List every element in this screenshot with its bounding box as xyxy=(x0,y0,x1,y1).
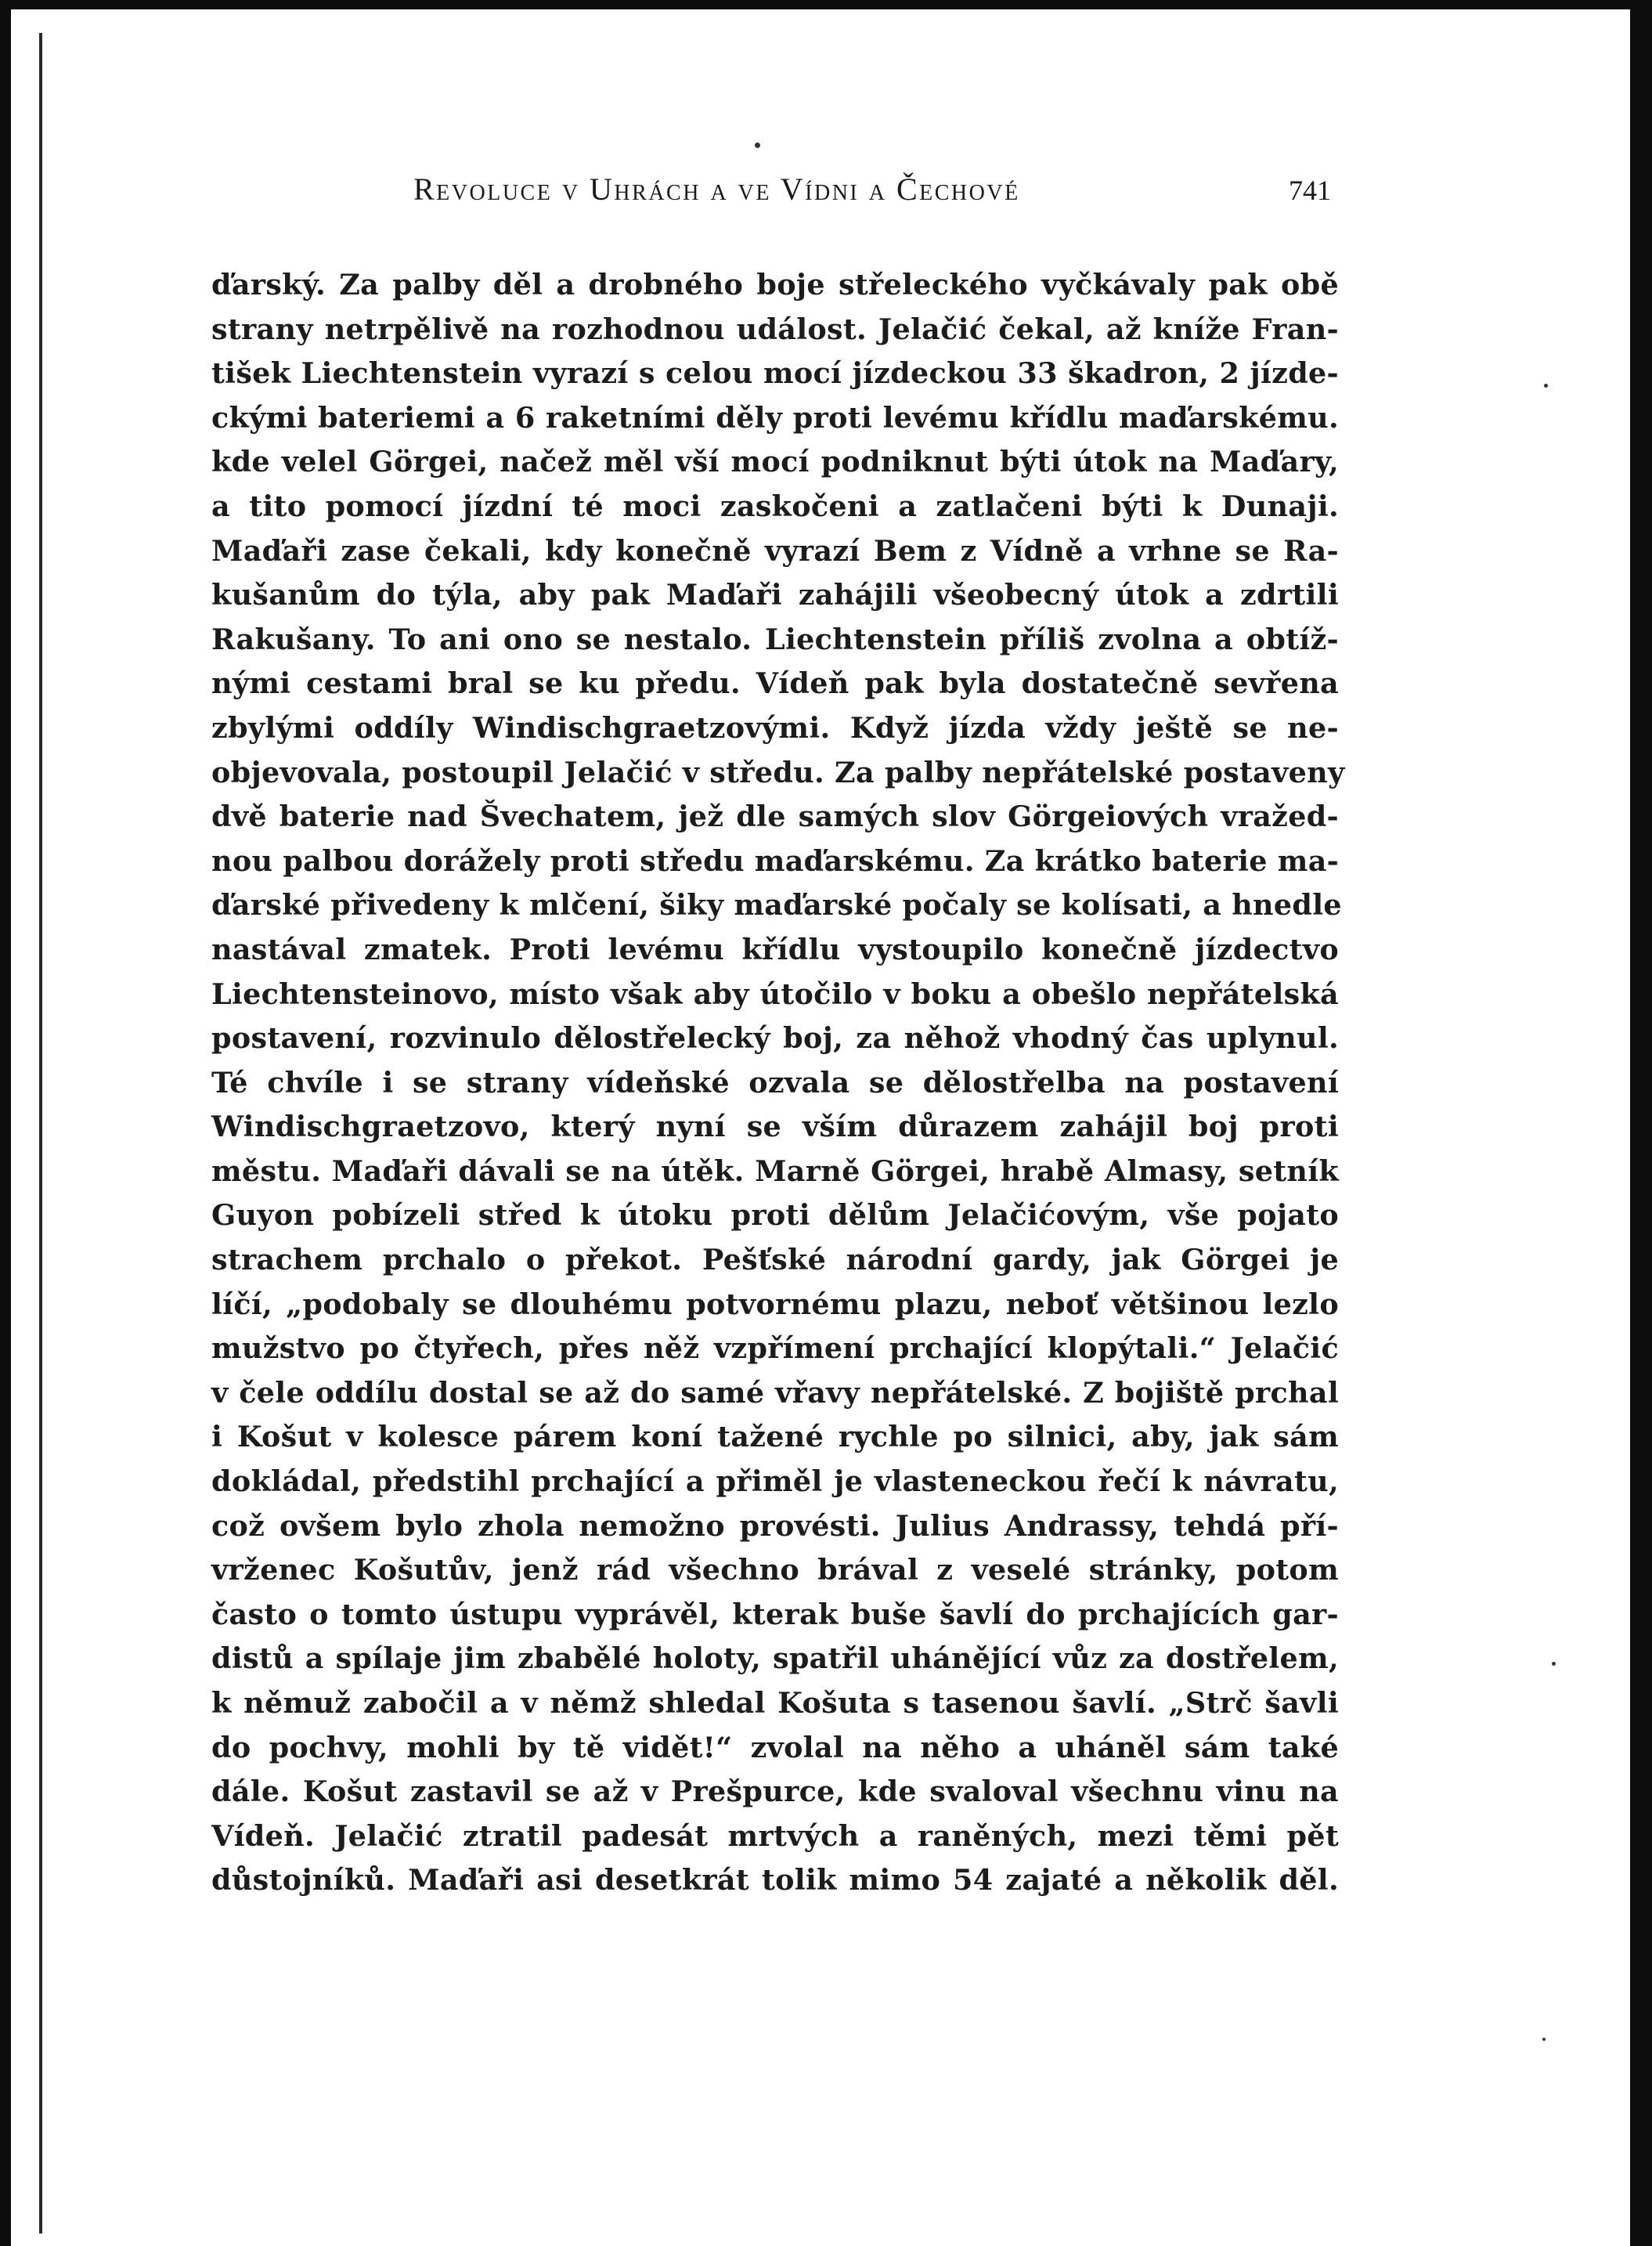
text-line: dále. Košut zastavil se až v Prešpurce, kde svaloval všechnu vinu na xyxy=(211,1775,1339,1809)
body-text xyxy=(211,263,1345,1903)
text-line: Rakušany. To ani ono se nestalo. Liechtenstein příliš zvolna a obtíž- xyxy=(211,622,1339,656)
text-line: nou palbou dorážely proti středu maďarskému. Za krátko baterie ma- xyxy=(211,843,1340,878)
text-line: Maďaři zase čekali, kdy konečně vyrazí Bem z Vídně a vrhne se Ra- xyxy=(211,533,1339,568)
text-line: distů a spílaje jim zbabělé holoty, spatřil uhánějící vůz za dostřelem, xyxy=(211,1641,1339,1676)
text-line: zbylými oddíly Windischgraetzovými. Když jízda vždy ještě se ne- xyxy=(211,710,1339,745)
text-line: důstojníků. Maďaři asi desetkrát tolik mimo 54 zajaté a několik děl. xyxy=(211,1863,1339,1898)
text-line: vrženec Košutův, jenž rád všechno brával z veselé stránky, potom xyxy=(211,1553,1339,1587)
page-number: 741 xyxy=(1289,175,1331,206)
text-line: strachem prchalo o překot. Pešťské národní gardy, jak Görgei je xyxy=(211,1243,1339,1277)
ink-speck xyxy=(1544,384,1548,388)
text-line: do pochvy, mohli by tě vidět!“ zvolal na něho a uháněl sám také xyxy=(211,1730,1339,1764)
text-line: často o tomto ústupu vyprávěl, kterak buše šavlí do prchajících gar- xyxy=(211,1597,1339,1631)
ink-speck xyxy=(1542,2038,1546,2041)
page-header xyxy=(210,171,1337,218)
text-line: líčí, „podobaly se dlouhému potvornému plazu, neboť většinou lezlo xyxy=(211,1287,1339,1321)
text-line: ďarský. Za palby děl a drobného boje střeleckého vyčkávaly pak obě xyxy=(211,268,1339,302)
text-line: strany netrpělivě na rozhodnou událost. Jelačić čekal, až kníže Fran- xyxy=(211,312,1339,346)
text-line: k němuž zabočil a v němž shledal Košuta s tasenou šavlí. „Strč šavli xyxy=(211,1686,1339,1720)
text-line: kušanům do týla, aby pak Maďaři zahájili všeobecný útok a zdrtili xyxy=(211,578,1339,612)
text-line: Té chvíle i se strany vídeňské ozvala se dělostřelba na postavení xyxy=(211,1065,1339,1100)
text-line: a tito pomocí jízdní té moci zaskočeni a zatlačeni býti k Dunaji. xyxy=(211,489,1339,523)
text-line: i Košut v kolesce párem koní tažené rychle po silnici, aby, jak sám xyxy=(211,1420,1339,1454)
text-line: dokládal, předstihl prchající a přiměl je vlasteneckou řečí k návratu, xyxy=(211,1464,1339,1499)
text-line: v čele oddílu dostal se až do samé vřavy nepřátelské. Z bojiště prchal xyxy=(211,1375,1339,1410)
text-line: kde velel Görgei, načež měl vší mocí podniknut býti útok na Maďary, xyxy=(211,445,1339,479)
text-line: ckými bateriemi a 6 raketními děly proti levému křídlu maďarskému. xyxy=(211,400,1339,435)
page-edge-rule xyxy=(39,33,42,2233)
text-line: mužstvo po čtyřech, přes něž vzpřímení prchající klopýtali.“ Jelačić xyxy=(211,1331,1339,1366)
text-line: postavení, rozvinulo dělostřelecký boj, za něhož vhodný čas uplynul. xyxy=(211,1021,1339,1056)
text-line: dvě baterie nad Švechatem, jež dle samých slov Görgeiových vražed- xyxy=(211,800,1339,834)
text-line: městu. Maďaři dávali se na útěk. Marně Görgei, hrabě Almasy, setník xyxy=(211,1154,1339,1188)
ink-speck xyxy=(755,143,760,148)
text-line: tišek Liechtenstein vyrazí s celou mocí jízdeckou 33 škadron, 2 jízde- xyxy=(211,356,1339,391)
text-line: ďarské přivedeny k mlčení, šiky maďarské počaly se kolísati, a hnedle xyxy=(211,888,1342,923)
text-line: Liechtensteinovo, místo však aby útočilo v boku a obešlo nepřátelská xyxy=(211,977,1339,1011)
running-title: Revoluce v Uhrách a ve Vídni a Čechové xyxy=(413,172,1020,207)
text-line: objevovala, postoupil Jelačić v středu. Za palby nepřátelské postaveny xyxy=(211,755,1345,789)
text-line: což ovšem bylo zhola nemožno provésti. Julius Andrassy, tehdá pří- xyxy=(211,1508,1339,1543)
ink-speck xyxy=(1552,1662,1556,1666)
text-line: Vídeň. Jelačić ztratil padesát mrtvých a raněných, mezi těmi pět xyxy=(211,1818,1339,1853)
text-line: nastával zmatek. Proti levému křídlu vystoupilo konečně jízdectvo xyxy=(211,932,1339,966)
text-line: nými cestami bral se ku předu. Vídeň pak byla dostatečně sevřena xyxy=(211,666,1339,701)
text-line: Guyon pobízeli střed k útoku proti dělům Jelačićovým, vše pojato xyxy=(211,1198,1339,1233)
text-line: Windischgraetzovo, který nyní se vším důrazem zahájil boj proti xyxy=(211,1110,1339,1144)
